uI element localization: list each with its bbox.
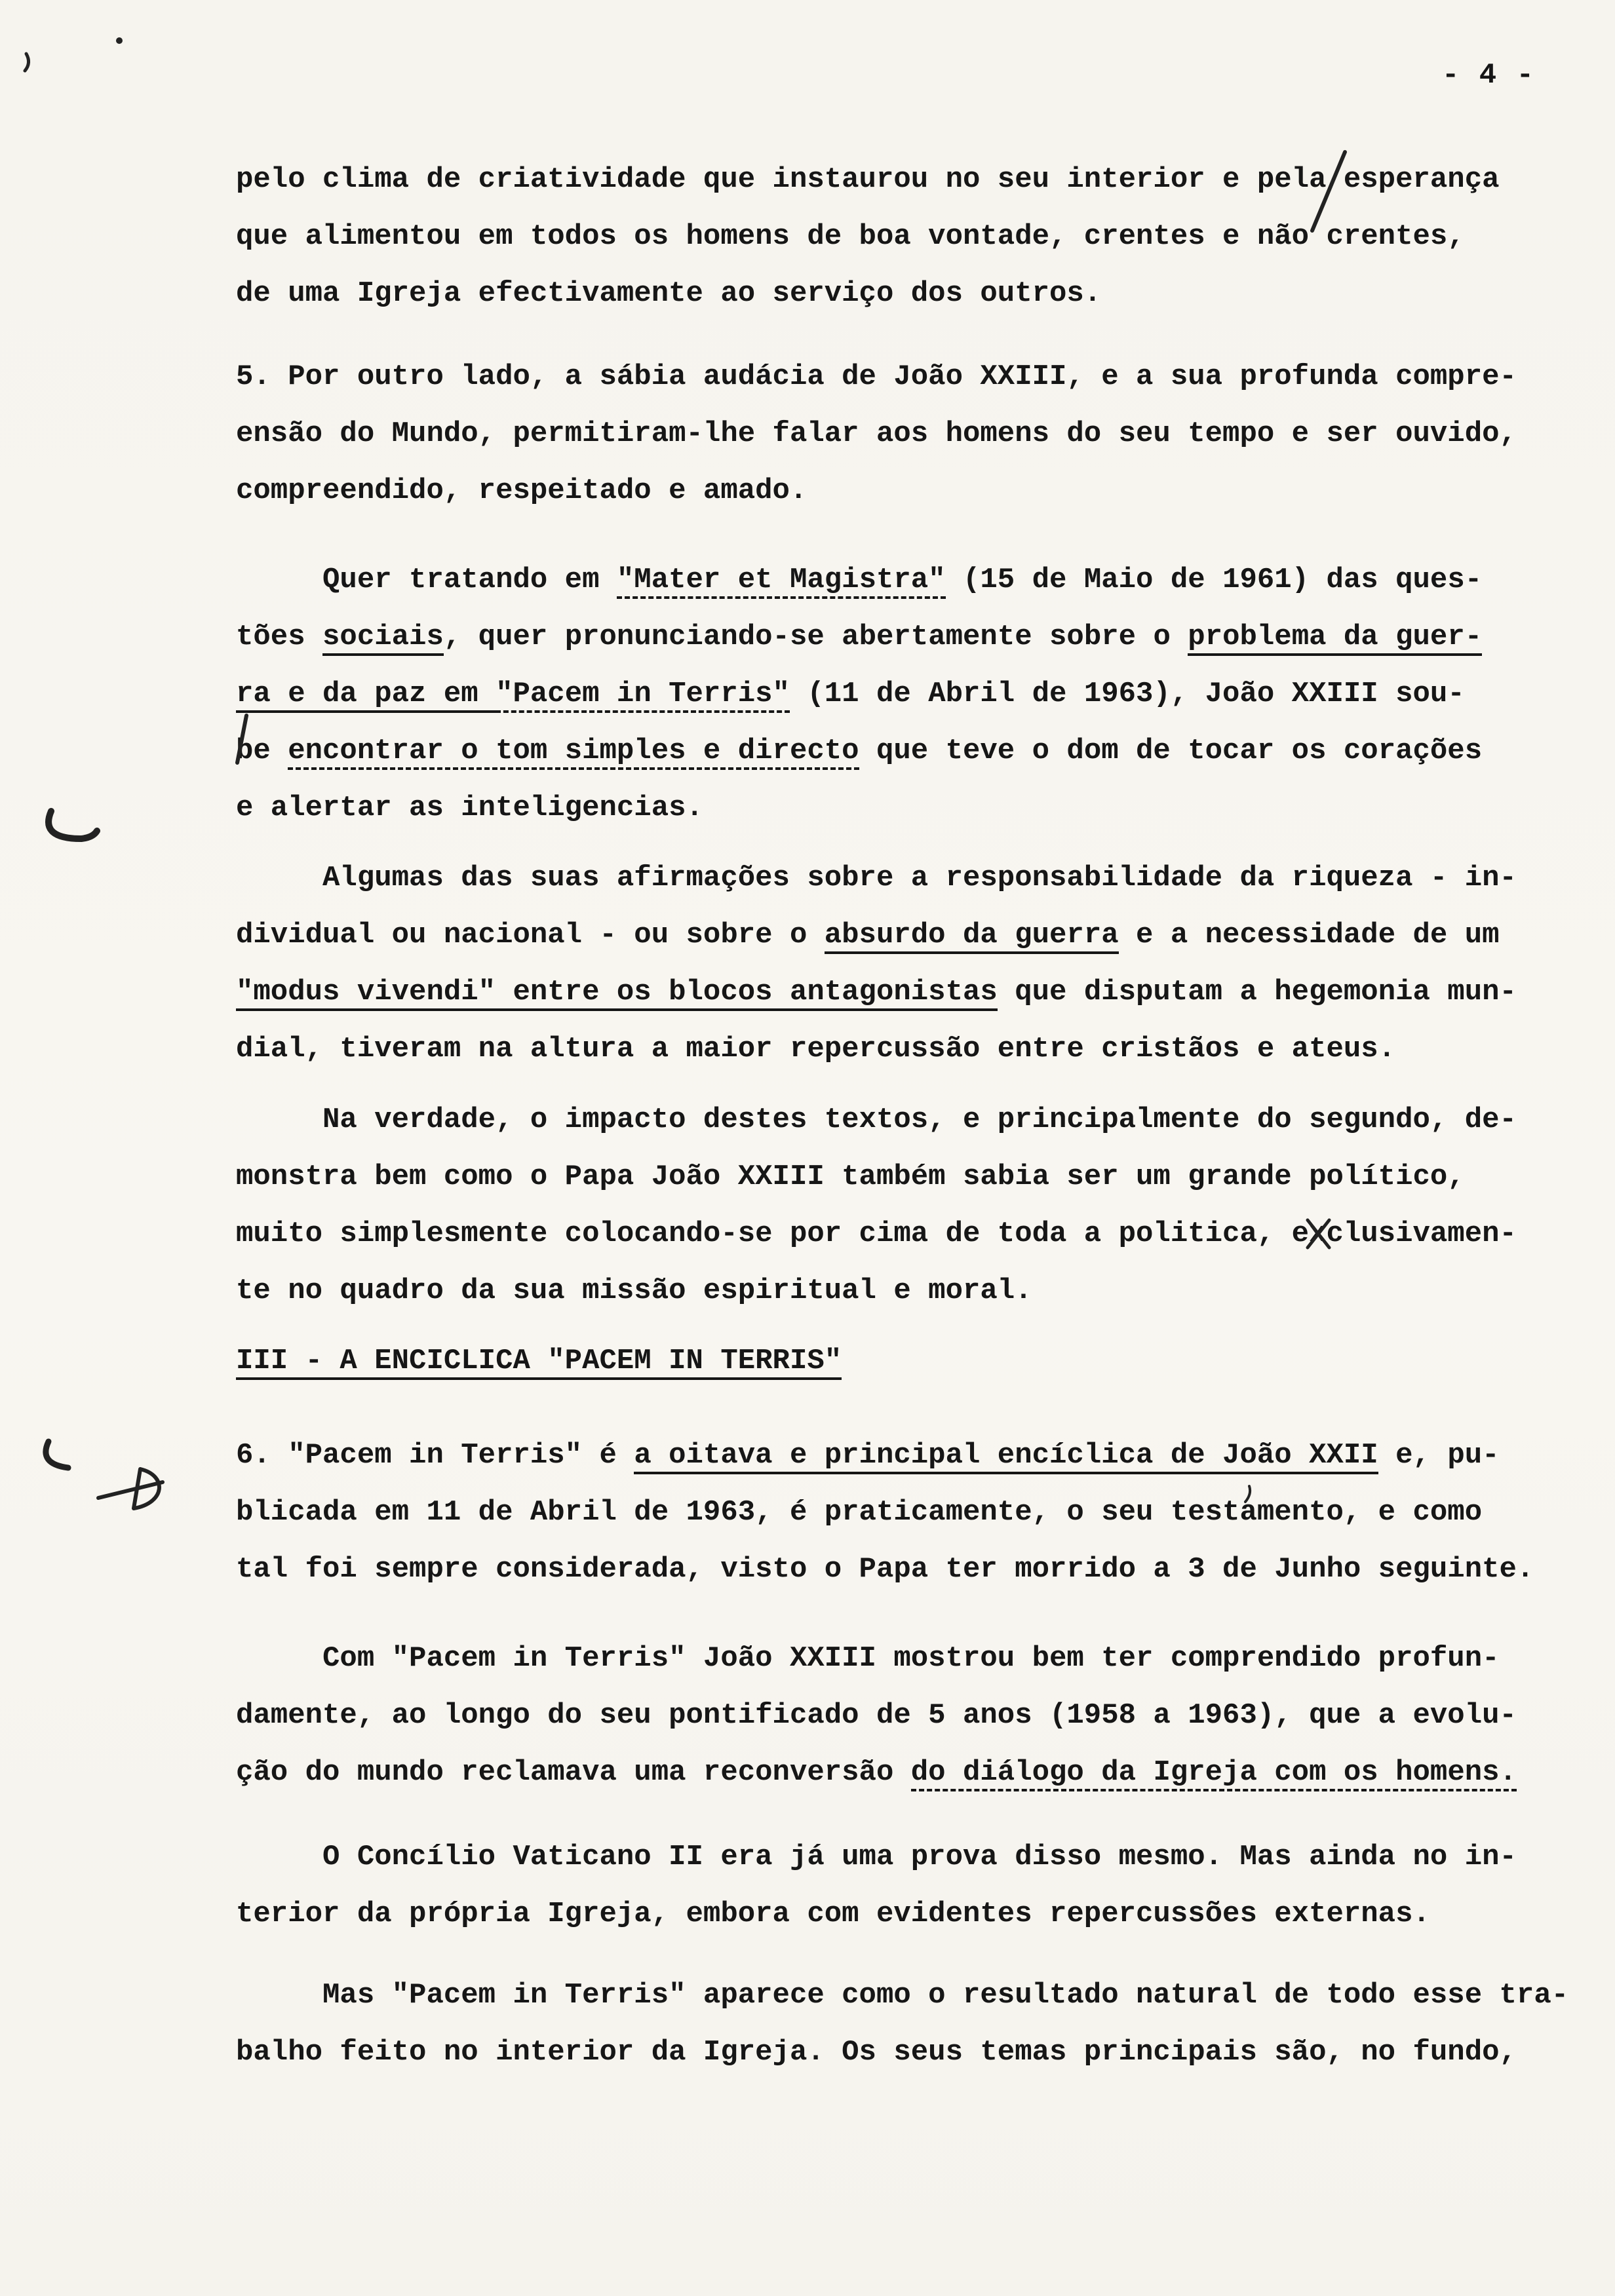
text-segment: O Concílio Vaticano II era já uma prova disso mesmo. Mas ainda no in- [236,1841,1517,1873]
underlined-text-segment: "Pacem in Terris" [496,678,790,713]
paragraph-8 [236,1829,1517,1943]
text-line [236,850,1517,907]
text-line [236,964,1517,1021]
paragraph-2 [236,349,1517,520]
text-line [236,1630,1517,1687]
text-line [236,1263,1517,1320]
text-line [236,265,1500,322]
text-segment: te no quadro da sua missão espiritual e moral. [236,1274,1032,1307]
text-line [236,552,1482,609]
text-line [236,208,1500,265]
stray-dot-mark [116,37,123,44]
text-segment: e a necessidade de um [1118,919,1500,951]
paragraph-5 [236,1092,1517,1320]
text-segment: (11 de Abril de 1963), João XXIII sou- [789,678,1465,710]
underlined-text-segment: III - A ENCICLICA "PACEM IN TERRIS" [236,1345,842,1380]
paragraph-3 [236,552,1482,837]
text-line [236,1829,1517,1886]
text-line [236,1967,1568,2024]
text-line [236,2024,1568,2081]
paragraph-1 [236,151,1500,322]
text-segment: (15 de Maio de 1961) das ques- [945,564,1483,596]
handwritten-hook-mark-1 [49,811,97,839]
underlined-text-segment: sociais [322,621,444,656]
underlined-text-segment: a oitava e principal encíclica de João XXII [634,1439,1378,1474]
text-segment: que disputam a hegemonia mun- [997,976,1517,1008]
underlined-text-segment: encontrar o tom simples e directo [288,735,859,770]
text-line [236,780,1482,837]
text-line [236,1687,1517,1744]
text-line [236,666,1482,723]
text-line [236,1206,1517,1263]
text-segment: terior da própria Igreja, embora com evidentes repercussões externas. [236,1898,1430,1930]
text-segment: blicada em 11 de Abril de 1963, é praticamente, o seu testamento, e como [236,1496,1483,1529]
text-segment: Mas "Pacem in Terris" aparece como o resultado natural de todo esse tra- [236,1979,1569,2012]
text-segment: muito simplesmente colocando-se por cima de toda a politica, exclusivamen- [236,1217,1517,1250]
text-segment: 6. "Pacem in Terris" é [236,1439,634,1472]
paragraph-4 [236,850,1517,1078]
text-segment: Quer tratando em [236,564,617,596]
text-line [236,907,1517,964]
text-line [236,1886,1517,1943]
text-segment: Na verdade, o impacto destes textos, e principalmente do segundo, de- [236,1103,1517,1136]
text-segment: tal foi sempre considerada, visto o Papa ter morrido a 3 de Junho seguinte. [236,1553,1534,1586]
text-line [236,463,1517,520]
underlined-text-segment: problema da guer- [1188,621,1482,656]
paragraph-6 [236,1427,1534,1598]
text-segment: que teve o dom de tocar os corações [859,735,1483,767]
text-line [236,1541,1534,1598]
text-segment: dial, tiveram na altura a maior repercussão entre cristãos e ateus. [236,1033,1396,1065]
text-segment: compreendido, respeitado e amado. [236,474,808,507]
text-segment: Algumas das suas afirmações sobre a responsabilidade da riqueza - in- [236,862,1517,894]
paragraph-9 [236,1967,1568,2081]
text-segment: e alertar as inteligencias. [236,792,703,824]
text-segment: e, pu- [1378,1439,1500,1472]
text-segment: be [236,735,288,767]
underlined-text-segment: ra e da paz em [236,678,496,713]
text-segment: balho feito no interior da Igreja. Os seus temas principais são, no fundo, [236,2036,1517,2069]
text-line [236,1092,1517,1149]
text-line [236,723,1482,780]
text-segment: 5. Por outro lado, a sábia audácia de João XXIII, e a sua profunda compre- [236,360,1517,393]
section-heading [236,1333,842,1390]
handwritten-arrow-d-mark [98,1469,163,1508]
text-line [236,1744,1517,1801]
underlined-text-segment: do diálogo da Igreja com os homens. [911,1756,1517,1791]
page-number: - 4 - [1442,59,1536,92]
underlined-text-segment: absurdo da guerra [825,919,1119,954]
text-segment: que alimentou em todos os homens de boa vontade, crentes e não crentes, [236,220,1465,253]
text-line [236,1333,842,1390]
stray-comma-mark [25,54,29,71]
underlined-text-segment: "Mater et Magistra" [617,564,946,599]
text-segment: tões [236,621,323,653]
text-segment: monstra bem como o Papa João XXIII também sabia ser um grande político, [236,1160,1465,1193]
handwritten-hook-mark-2 [46,1442,68,1468]
text-line [236,609,1482,666]
text-line [236,1149,1517,1206]
text-line [236,1484,1534,1541]
text-line [236,1427,1534,1484]
text-segment: ção do mundo reclamava uma reconversão [236,1756,911,1789]
text-line [236,406,1517,463]
text-line [236,349,1517,406]
text-segment: pelo clima de criatividade que instaurou no seu interior e pela esperança [236,163,1500,196]
text-segment: damente, ao longo do seu pontificado de 5 anos (1958 a 1963), que a evolu- [236,1699,1517,1732]
text-segment: , quer pronunciando-se abertamente sobre o [443,621,1188,653]
text-segment: ensão do Mundo, permitiram-lhe falar aos homens do seu tempo e ser ouvido, [236,417,1517,450]
text-segment: de uma Igreja efectivamente ao serviço dos outros. [236,277,1102,310]
text-segment: dividual ou nacional - ou sobre o [236,919,825,951]
text-line [236,1021,1517,1078]
underlined-text-segment: "modus vivendi" entre os blocos antagonistas [236,976,998,1011]
text-line [236,151,1500,208]
paragraph-7 [236,1630,1517,1801]
text-segment: Com "Pacem in Terris" João XXIII mostrou bem ter comprendido profun- [236,1642,1500,1675]
